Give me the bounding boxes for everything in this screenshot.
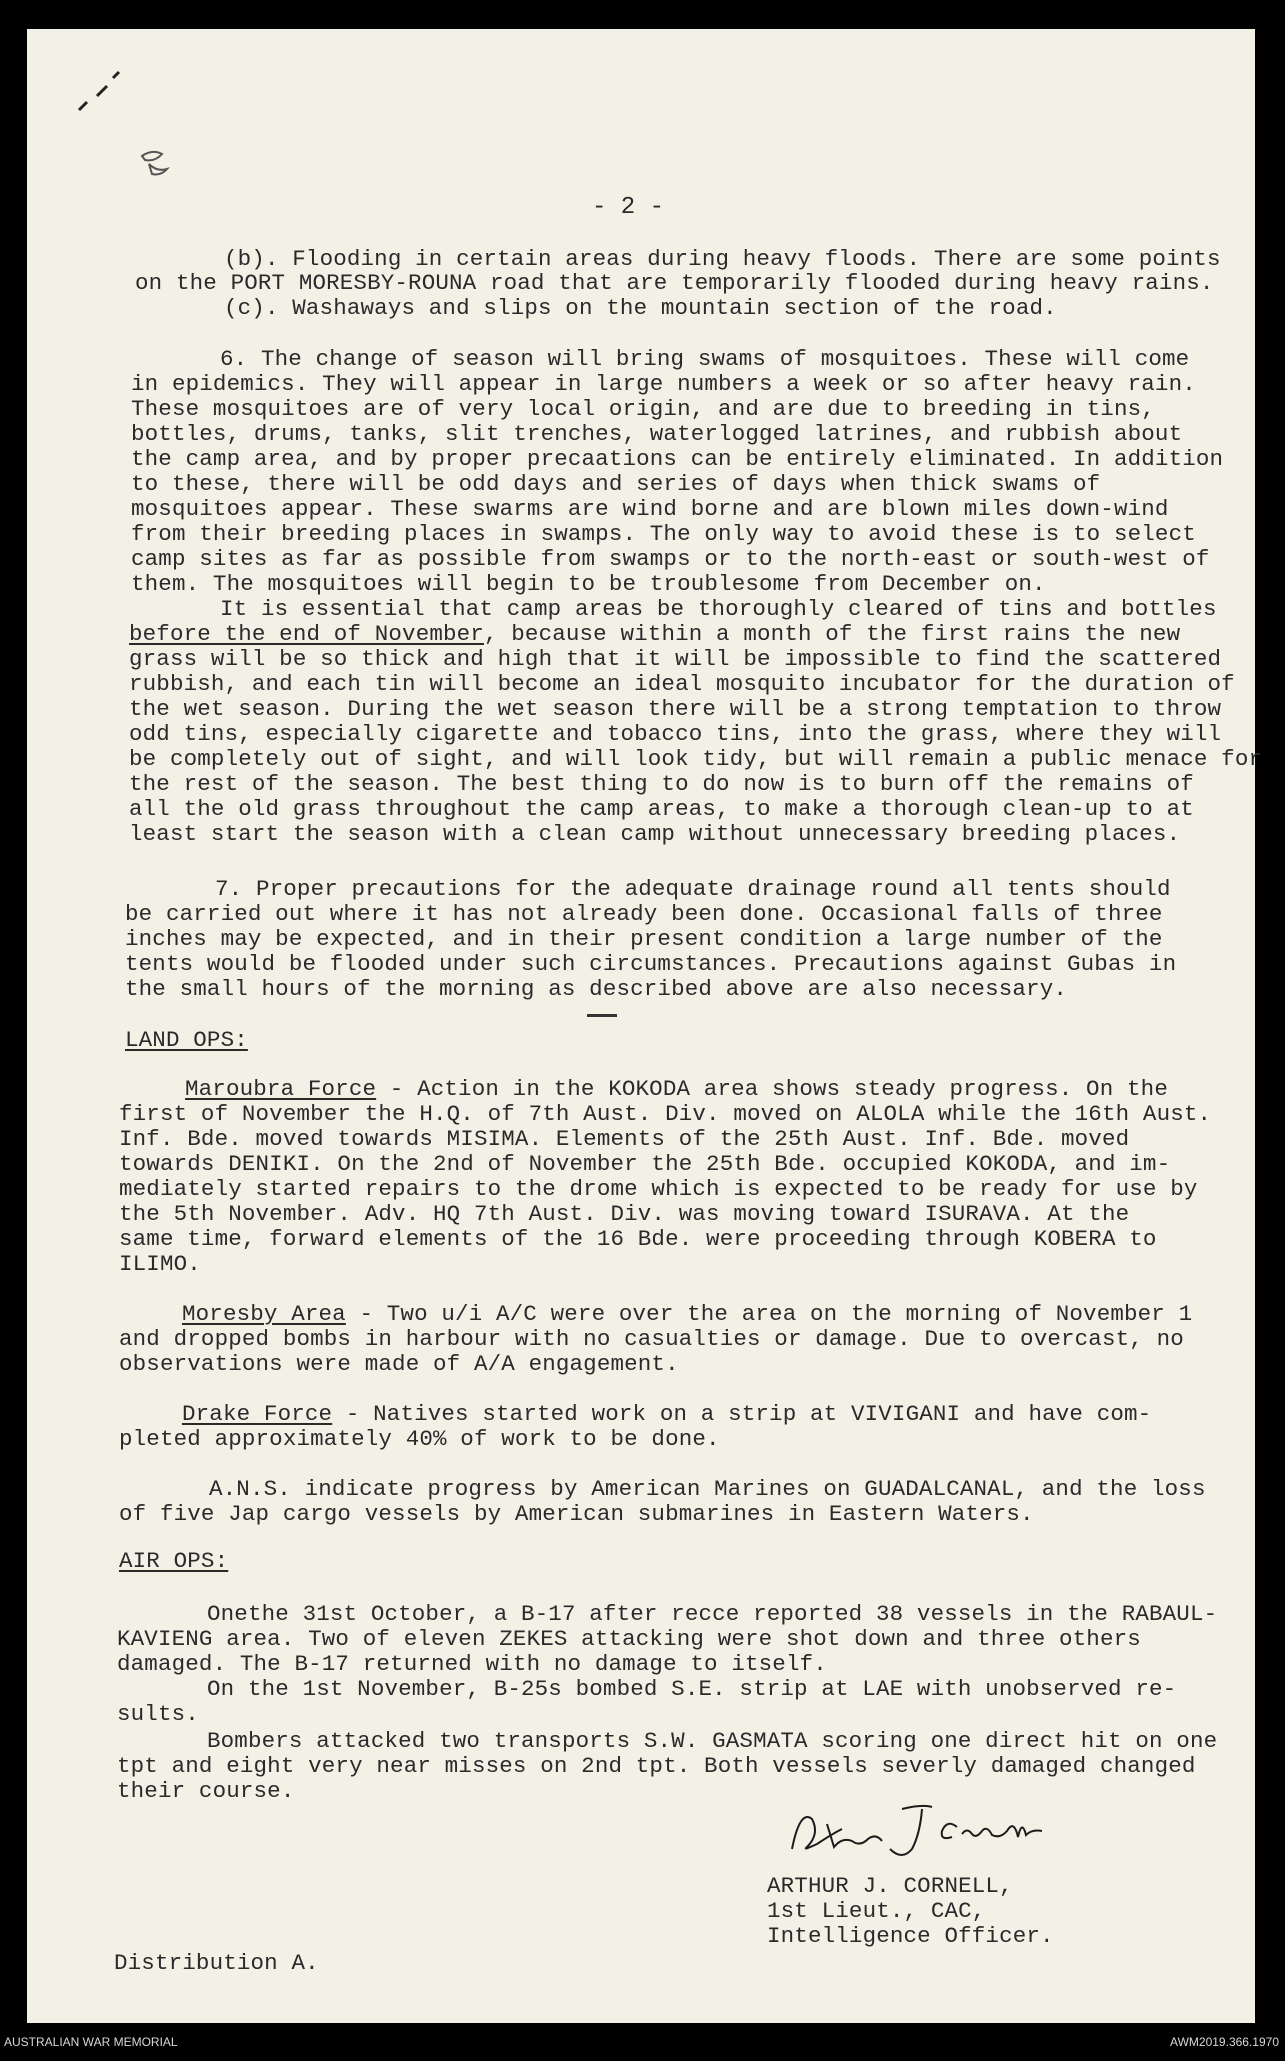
text-line <box>182 1302 1192 1327</box>
text-line: tpt and eight very near misses on 2nd tpt. Both vessels severly damaged changed <box>117 1753 1196 1779</box>
text-line: rubbish, and each tin will become an ideal mosquito incubator for the duration of <box>129 671 1235 697</box>
text-line: pleted approximately 40% of work to be done. <box>119 1426 720 1452</box>
underlined-phrase: before the end of November <box>129 621 484 647</box>
text-line: from their breeding places in swamps. The only way to avoid these is to select <box>131 521 1196 547</box>
text-line <box>182 1402 1151 1427</box>
text-line: same time, forward elements of the 16 Bde. were proceeding through KOBERA to <box>119 1226 1157 1252</box>
text-line: be completely out of sight, and will look tidy, but will remain a public menace for <box>129 746 1263 772</box>
text-line: mediately started repairs to the drome which is expected to be ready for use by <box>119 1176 1198 1202</box>
text-line: These mosquitoes are of very local origin, and are due to breeding in tins, <box>131 396 1155 422</box>
text-line: to these, there will be odd days and series of days when thick swams of <box>131 471 1101 497</box>
text-line: the wet season. During the wet season there will be a strong temptation to throw <box>129 696 1222 722</box>
text-line: It is essential that camp areas be thoroughly cleared of tins and bottles <box>220 596 1217 622</box>
section-heading: AIR OPS: <box>119 1548 229 1574</box>
text-line: tents would be flooded under such circumstances. Precautions against Gubas in <box>125 951 1177 977</box>
text-line: KAVIENG area. Two of eleven ZEKES attacking were shot down and three others <box>117 1626 1141 1652</box>
distribution-line: Distribution A. <box>114 1950 319 1976</box>
document-page <box>27 29 1263 2023</box>
force-label: Maroubra Force <box>185 1076 377 1102</box>
signatory-rank: 1st Lieut., CAC, <box>767 1898 986 1924</box>
text-line <box>129 622 1180 647</box>
text-line: odd tins, especially cigarette and tobacco tins, into the grass, where they will <box>129 721 1222 747</box>
text-line <box>185 1077 1168 1102</box>
signatory-title: Intelligence Officer. <box>767 1923 1054 1949</box>
text-line: in epidemics. They will appear in large numbers a week or so after heavy rain. <box>131 371 1196 397</box>
section-heading: LAND OPS: <box>125 1027 248 1053</box>
text-line: grass will be so thick and high that it will be impossible to find the scattered <box>129 646 1222 672</box>
separator-dash <box>587 1014 617 1017</box>
text-line: (c). Washaways and slips on the mountain section of the road. <box>224 295 1057 321</box>
text-line: of five Jap cargo vessels by American submarines in Eastern Waters. <box>119 1501 1034 1527</box>
text-line: and dropped bombs in harbour with no casualties or damage. Due to overcast, no <box>119 1326 1184 1352</box>
text-line: A.N.S. indicate progress by American Marines on GUADALCANAL, and the loss <box>209 1476 1206 1502</box>
force-label: Moresby Area <box>182 1301 346 1327</box>
text-line: sults. <box>117 1701 199 1727</box>
text-line: them. The mosquitoes will begin to be troublesome from December on. <box>131 571 1046 597</box>
text-line: observations were made of A/A engagement. <box>119 1351 679 1377</box>
text-line: first of November the H.Q. of 7th Aust. Div. moved on ALOLA while the 16th Aust. <box>119 1101 1212 1127</box>
text-line: Onethe 31st October, a B-17 after recce reported 38 vessels in the RABAUL- <box>207 1601 1218 1627</box>
text-line: bottles, drums, tanks, slit trenches, waterlogged latrines, and rubbish about <box>131 421 1183 447</box>
archive-reference: AWM2019.366.1970 <box>1170 2035 1279 2049</box>
text-line: be carried out where it has not already been done. Occasional falls of three <box>125 901 1163 927</box>
text-line: all the old grass throughout the camp areas, to make a thorough clean-up to at <box>129 796 1194 822</box>
force-label: Drake Force <box>182 1401 333 1427</box>
text-line: Inf. Bde. moved towards MISIMA. Elements of the 25th Aust. Inf. Bde. moved <box>119 1126 1130 1152</box>
archive-label: AUSTRALIAN WAR MEMORIAL <box>4 2035 178 2049</box>
text-line: the camp area, and by proper precaations can be entirely eliminated. In addition <box>131 446 1224 472</box>
page-number: - 2 - <box>592 194 665 221</box>
text-line: their course. <box>117 1778 295 1804</box>
text-line: damaged. The B-17 returned with no damage to itself. <box>117 1651 827 1677</box>
text-span: - Action in the KOKODA area shows steady progress. On the <box>376 1076 1168 1102</box>
text-line: camp sites as far as possible from swamps or to the north-east or south-west of <box>131 546 1210 572</box>
text-line: inches may be expected, and in their present condition a large number of the <box>125 926 1163 952</box>
text-line: the rest of the season. The best thing to do now is to burn off the remains of <box>129 771 1194 797</box>
signatory-name: ARTHUR J. CORNELL, <box>767 1873 1013 1899</box>
text-line: ILIMO. <box>119 1251 201 1277</box>
text-span: - Two u/i A/C were over the area on the morning of November 1 <box>345 1301 1193 1327</box>
pen-mark <box>57 54 177 204</box>
text-line: 6. The change of season will bring swams of mosquitoes. These will come <box>220 346 1190 372</box>
text-line: the small hours of the morning as described above are also necessary. <box>125 976 1068 1002</box>
text-span: - Natives started work on a strip at VIVIGANI and have com- <box>332 1401 1152 1427</box>
text-line: towards DENIKI. On the 2nd of November the 25th Bde. occupied KOKODA, and im- <box>119 1151 1171 1177</box>
text-line: On the 1st November, B-25s bombed S.E. strip at LAE with unobserved re- <box>207 1676 1177 1702</box>
text-line: (b). Flooding in certain areas during heavy floods. There are some points <box>224 246 1221 272</box>
text-span: , because within a month of the first rains the new <box>483 621 1181 647</box>
text-line: least start the season with a clean camp without unnecessary breeding places. <box>129 821 1181 847</box>
text-line: 7. Proper precautions for the adequate drainage round all tents should <box>215 876 1171 902</box>
text-line: the 5th November. Adv. HQ 7th Aust. Div. was moving toward ISURAVA. At the <box>119 1201 1130 1227</box>
text-line: on the PORT MORESBY-ROUNA road that are temporarily flooded during heavy rains. <box>135 270 1214 296</box>
text-line: mosquitoes appear. These swarms are wind borne and are blown miles down-wind <box>131 496 1169 522</box>
text-line: Bombers attacked two transports S.W. GASMATA scoring one direct hit on one <box>207 1728 1218 1754</box>
handwritten-signature <box>772 1789 1132 1869</box>
